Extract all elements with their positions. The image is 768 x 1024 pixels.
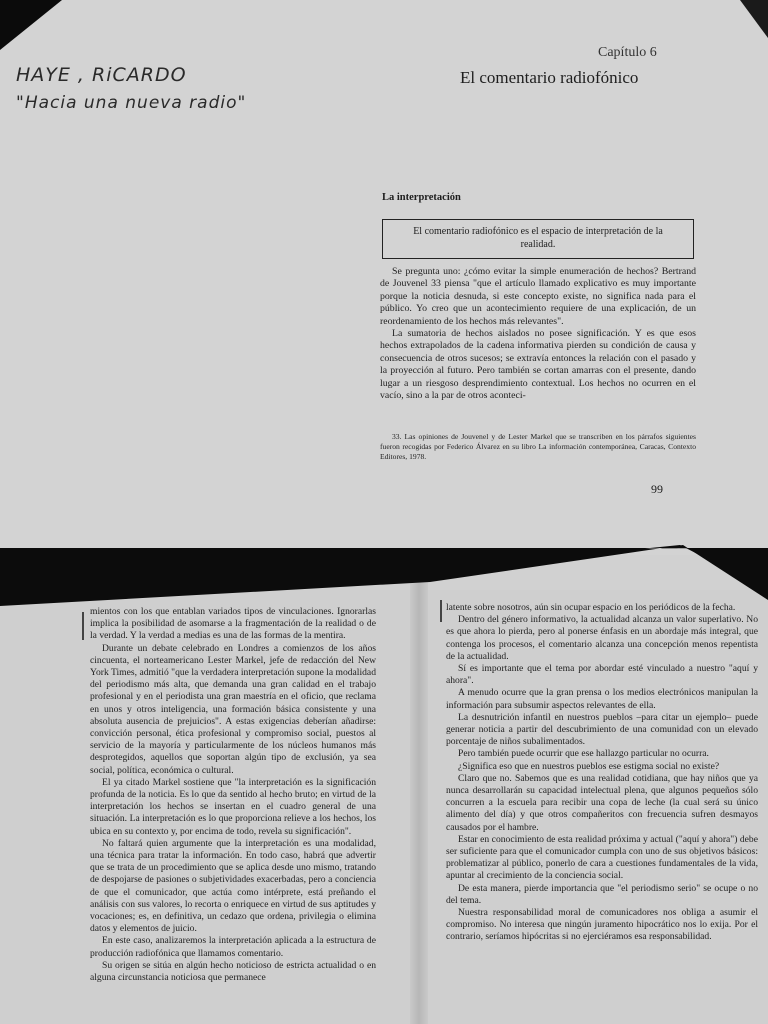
callout-box bbox=[382, 219, 694, 259]
paragraph: Sí es importante que el tema por abordar esté vinculado a nuestro "aquí y ahora". bbox=[446, 663, 758, 687]
chapter-title: El comentario radiofónico bbox=[460, 68, 639, 87]
margin-bracket-mark bbox=[82, 612, 84, 640]
left-column bbox=[90, 606, 376, 1024]
paragraph: En este caso, analizaremos la interpretación aplicada a la estructura de producción radiofónica que llamamos comentario. bbox=[90, 935, 376, 959]
paragraph: ¿Significa eso que en nuestros pueblos ese estigma social no existe? bbox=[458, 760, 720, 772]
callout-text: El comentario radiofónico es el espacio de interpretación de la realidad. bbox=[413, 226, 663, 250]
paragraph: Pero también puede ocurrir que ese hallazgo particular no ocurra. bbox=[458, 748, 709, 760]
paragraph: Estar en conocimiento de esta realidad próxima y actual ("aquí y ahora") debe ser suficiente para que el comunicador cumpla con uno de sus objetivos básicos: problematizar al público, ponerlo de cara a cuestiones fundamentales de la vida, apuntar al crecimiento de la conciencia social. bbox=[446, 833, 758, 882]
paragraph: Durante un debate celebrado en Londres a comienzos de los años cincuenta, el norteamericano Lester Markel, jefe de redacción del New York Times, admitió "que la verdadera interpretación supone la modalidad del periodismo más alta, que demanda una gran calidad en el trabajo profesional y en el periodista una gran maestría en el oficio, que reclama en unos y otros inteligencia, una formación básica consistente y una absoluta ausencia de prejuicios". A estas exigencias deberían añadirse: convicción personal, ética profesional y compromiso social, puestos al servicio de la mayoría y particularmente de los núcleos humanos más desprotegidos, aquellos que soportan algún tipo de exclusión, ya sea social, política, económica o cultural. bbox=[90, 642, 376, 776]
paragraph: El ya citado Markel sostiene que "la interpretación es la significación profunda de la noticia. Es lo que da sentido al hecho bruto; en virtud de la interpretación los hechos se insertan en el cuadro general de una situación. La interpretación es lo que proporciona relieve a los hechos, los ubica en su contexto y, por encima de todo, revela su significación". bbox=[90, 776, 376, 837]
margin-bracket-mark bbox=[440, 600, 442, 622]
handwritten-author: HAYE , RiCARDO bbox=[16, 64, 187, 86]
handwritten-book-title: "Hacia una nueva radio" bbox=[16, 93, 247, 113]
paragraph: mientos con los que entablan variados tipos de vinculaciones. Ignorarlas implica la posibilidad de asomarse a la fragmentación de la realidad o de la verdad. Y la verdad a medias es una de las formas de la mentira. bbox=[90, 606, 376, 642]
top-page-body bbox=[380, 266, 696, 402]
section-heading: La interpretación bbox=[382, 192, 461, 203]
chapter-label: Capítulo 6 bbox=[598, 45, 657, 60]
paragraph: No faltará quien argumente que la interpretación es una modalidad, una técnica para tratar la información. En todo caso, habrá que advertir que se trata de un procedimiento que se aplica desde uno mismo, tratando de despojarse de pasiones o subjetividades exacerbadas, pero a conciencia de que el comunicador, que actúa como intérprete, está preñando el análisis con sus valores, lo recorta o enriquece en virtud de sus aptitudes y vocaciones; es, en definitiva, un cedazo que ordena, privilegia o elimina datos y elementos de juicio. bbox=[90, 837, 376, 935]
paragraph: A menudo ocurre que la gran prensa o los medios electrónicos manipulan la información para subsumir aspectos relevantes de ella. bbox=[446, 687, 758, 711]
paragraph: La sumatoria de hechos aislados no posee significación. Y es que esos hechos extrapolados de la cadena informativa pierden su condición de causa y consecuencia de otros sucesos; se extravía entonces la relación con el pasado y la proyección al futuro. Pero también se cortan amarras con el presente, dando lugar a un riesgoso desprendimiento contextual. Los hechos no ocurren en el vacío, sino a la par de otros aconteci- bbox=[380, 328, 696, 402]
paragraph: Dentro del género informativo, la actualidad alcanza un valor superlativo. No es que ahora lo pierda, pero al ponerse énfasis en un abordaje más integral, que contenga los procesos, el comentario alcanza una concepción menos repentista de la actualidad. bbox=[446, 614, 758, 662]
paragraph: Nuestra responsabilidad moral de comunicadores nos obliga a asumir el compromiso. No interesa que ningún juramento hipocrático nos lo exija. Por el contrario, seríamos hipócritas si no ejerciéramos esa responsabilidad. bbox=[446, 907, 758, 943]
paragraph: latente sobre nosotros, aún sin ocupar espacio en los periódicos de la fecha. bbox=[446, 602, 736, 613]
right-column bbox=[446, 602, 758, 1024]
paragraph: De esta manera, pierde importancia que "el periodismo serio" se ocupe o no del tema. bbox=[446, 882, 758, 906]
paragraph: Claro que no. Sabemos que es una realidad cotidiana, que hay niños que ya nunca desarrollarán su capacidad intelectual plena, que algunos pequeños sólo concurren a la escuela para recibir una copa de leche (la cual será su único alimento del día) y que otros compañeritos con frecuencia sufren desmayos causados por el hambre. bbox=[446, 772, 758, 833]
paragraph: Su origen se sitúa en algún hecho noticioso de estricta actualidad o en alguna circunstancia noticiosa que permanece bbox=[90, 959, 376, 984]
paragraph: La desnutrición infantil en nuestros pueblos –para citar un ejemplo– puede generar noticia a partir del descubrimiento de una comunidad con un elevado porcentaje de niños subalimentados. bbox=[446, 711, 758, 748]
page-number: 99 bbox=[651, 482, 663, 496]
paragraph: Se pregunta uno: ¿cómo evitar la simple enumeración de hechos? Bertrand de Jouvenel 33 piensa "que el artículo llamado explicativo es muy importante porque la noticia desnuda, si este concepto existe, no significa nada para el público. Yo creo que un acontecimiento requiere de una explicación, de un reordenamiento de los hechos más relevantes". bbox=[380, 266, 696, 327]
footnote bbox=[380, 432, 696, 462]
footnote-text: 33. Las opiniones de Jouvenel y de Lester Markel que se transcriben en los párrafos siguientes fueron recogidas por Federico Álvarez en su libro La información contemporánea, Caracas, Contexto Editores, 1978. bbox=[380, 432, 696, 461]
